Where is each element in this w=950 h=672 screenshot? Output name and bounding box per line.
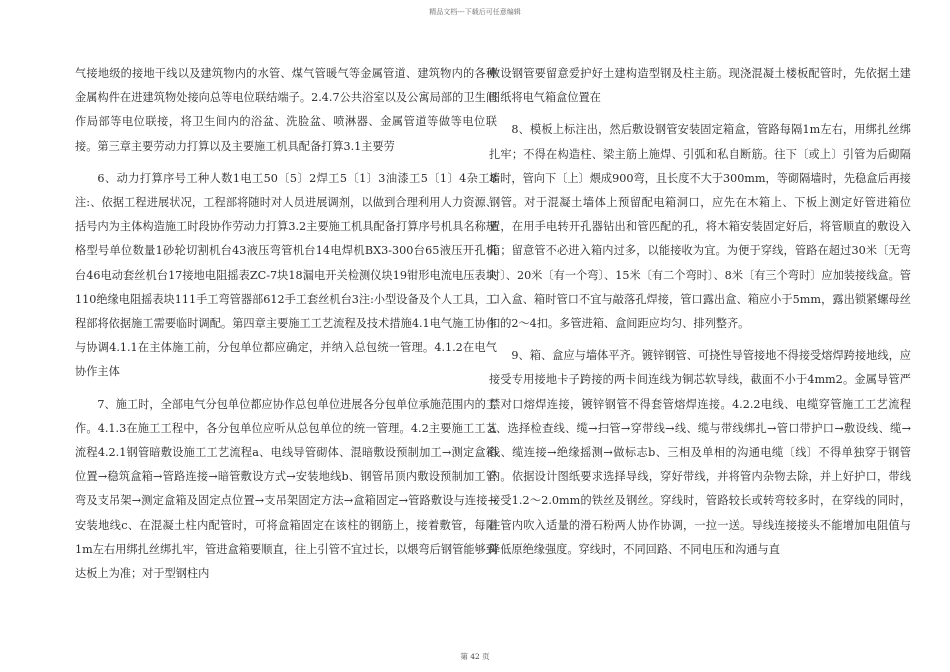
right-column <box>489 62 911 562</box>
paragraph: 6、动力打算序号工种人数1电工50〔5〕2焊工5〔1〕3油漆工5〔1〕4杂工8注:、依据工程进展状况，工程部将随时对人员进展调剂，以做到合理利用人力资源、括号内为主体构造施工时段协作劳动力打算3.2主要施工机具配备打算序号机具名称规格型号单位数量1砂轮切割机台43液压弯管机台14电焊机BX3-300台65液压开孔机台46电动套丝机台17接地电阻摇表ZC-7块18漏电开关检测仪块19钳形电流电压表块110绝缘电阻摇表块111手工弯管器部612手工套丝机台3注:小型设备及个人工具，工程部将依据施工需要临时调配。第四章主要施工工艺流程及技术措施4.1电气施工协作与协调4.1.1在主体施工前，分包单位都应确定，并纳入总包统一管理。4.1.2在电气协作主体 <box>75 171 497 379</box>
left-column <box>75 62 497 586</box>
paragraph: 9、箱、盒应与墙体平齐。镀锌钢管、可挠性导管接地不得接受熔焊跨接地线，应接受专用接地卡子跨接的两卡间连线为铜芯软导线，截面不小于4mm2。金属导管严禁对口熔焊连接，镀锌钢管不得套管熔焊连接。4.2.2电线、电缆穿管施工工艺流程a、选择检查线、缆→扫管→穿带线→线、缆与带线绑扎→管口带护口→敷设线、缆→线、缆连接→绝缘摇测→做标志b、三相及单相的沟通电缆〔线〕不得单独穿于钢管内。依据设计图纸要求选择导线，穿好带线，并将管内杂物去除，并上好护口，带线接受1.2～2.0mm的铁丝及钢丝。穿线时，管路较长或转弯较多时，在穿线的同时，往管内吹入适量的滑石粉两人协作协调，一拉一送。导线连接接头不能增加电阻值与降低原绝缘强度。穿线时，不同回路、不同电压和沟通与直 <box>489 349 911 556</box>
page-header: 精品文档---下载后可任意编辑 <box>429 8 521 16</box>
page-number: 第 42 页 <box>460 652 490 661</box>
paragraph: 8、模板上标注出，然后敷设钢管安装固定箱盒，管路每隔1m左右，用绑扎丝绑扎牢；不得在构造柱、梁主筋上施焊、引弧和私自断筋。往下〔或上〕引管为后砌隔墙时，管向下〔上〕煨成900弯，且长度不大于300mm，等砌隔墙时，先稳盒后再接钢管。对于混凝土墙体上预留配电箱洞口，应先在木箱上、下板上测定好管进箱位置，在用手电转开孔器钻出和管匹配的孔，将木箱安装固定好后，将管顺直的敷设入箱；留意管不必进入箱内过多，以能接收为宜。为便于穿线，管路在超过30米〔无弯时〕、20米〔有一个弯〕、15米〔有二个弯时〕、8米〔有三个弯时〕应加装接线盒。管口入盒、箱时管口不宜与敲落孔焊接，管口露出盒、箱应小于5mm，露出锁紧螺母丝扣的2～4扣。多管进箱、盒间距应均匀、排列整齐。 <box>489 123 911 331</box>
paragraph: 7、施工时，全部电气分包单位都应协作总包单位进展各分包单位承施范围内的工作。4.1.3在施工工程中，各分包单位应听从总包单位的统一管理。4.2主要施工工艺流程4.2.1钢管暗敷设施工工艺流程a、电线导管砌体、混暗敷设预制加工→测定盒箱位置→稳筑盒箱→管路连接→暗管敷设方式→安装地线b、钢管吊顶内敷设预制加工管弯及支吊架→测定盒箱及固定点位置→支吊架固定方法→盒箱固定→管路敷设与连接→安装地线c、在混凝土柱内配管时，可将盒箱固定在该柱的钢筋上，接着敷管，每隔1m左右用绑扎丝绑扎牢，管进盒箱要顺直，往上引管不宜过长，以煨弯后钢管能够到达板上为准；对于型钢柱内 <box>75 397 497 581</box>
paragraph: 敷设钢管要留意爱护好土建构造型钢及柱主筋。现浇混凝土楼板配管时，先依据土建图纸将电气箱盒位置在 <box>489 67 911 105</box>
paragraph: 气接地级的接地干线以及建筑物内的水管、煤气管暖气等金属管道、建筑物内的各种金属构件在进建筑物处接向总等电位联结端子。2.4.7公共浴室以及公寓局部的卫生间作局部等电位联接，将卫生间内的浴盆、洗脸盆、喷淋器、金属管道等做等电位联接。第三章主要劳动力打算以及主要施工机具配备打算3.1主要劳 <box>75 67 497 153</box>
